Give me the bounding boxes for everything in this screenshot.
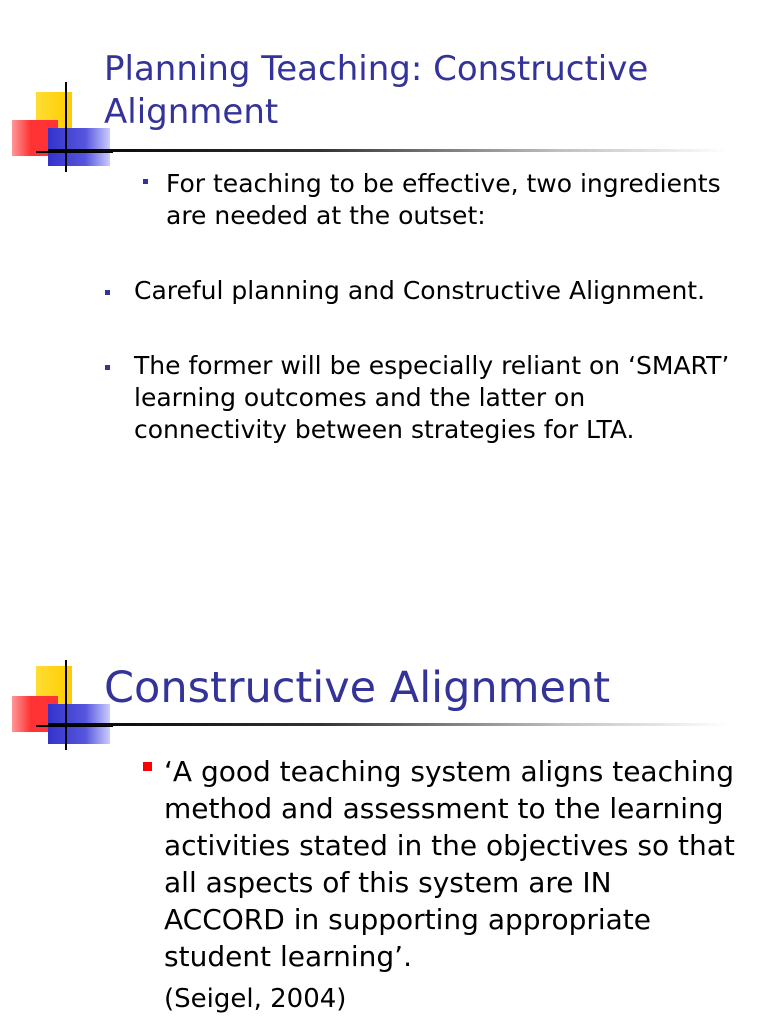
slide-title: Planning Teaching: Constructive Alignment — [104, 49, 649, 132]
slide-logo-icon — [8, 660, 113, 750]
bullet-item — [0, 168, 768, 232]
slide-constructive-alignment — [0, 620, 768, 1024]
title-divider — [48, 723, 728, 726]
bullet-square-icon — [105, 365, 110, 370]
bullet-text: For teaching to be effective, two ingredients are needed at the outset: — [166, 169, 721, 230]
bullet-text: ‘A good teaching system aligns teaching method and assessment to the learning activities stated in the objectives so that all aspects of this system are IN ACCORD in supporting appropriate student learning’. — [164, 755, 735, 973]
citation: (Seigel, 2004) — [164, 984, 347, 1014]
bullet-text: Careful planning and Constructive Alignment. — [134, 276, 706, 305]
slide-logo-icon — [8, 82, 113, 172]
bullet-list — [0, 168, 768, 489]
slide-title: Constructive Alignment — [104, 663, 611, 713]
bullet-list — [0, 753, 768, 975]
bullet-item — [0, 275, 768, 307]
bullet-square-icon — [143, 179, 148, 184]
title-divider — [48, 149, 728, 152]
bullet-item — [0, 753, 768, 975]
bullet-square-icon — [143, 762, 152, 771]
bullet-square-icon — [105, 290, 110, 295]
bullet-item — [0, 350, 768, 446]
bullet-text: The former will be especially reliant on ‘SMART’ learning outcomes and the latter on connectivity between strategies for LTA. — [134, 351, 730, 444]
